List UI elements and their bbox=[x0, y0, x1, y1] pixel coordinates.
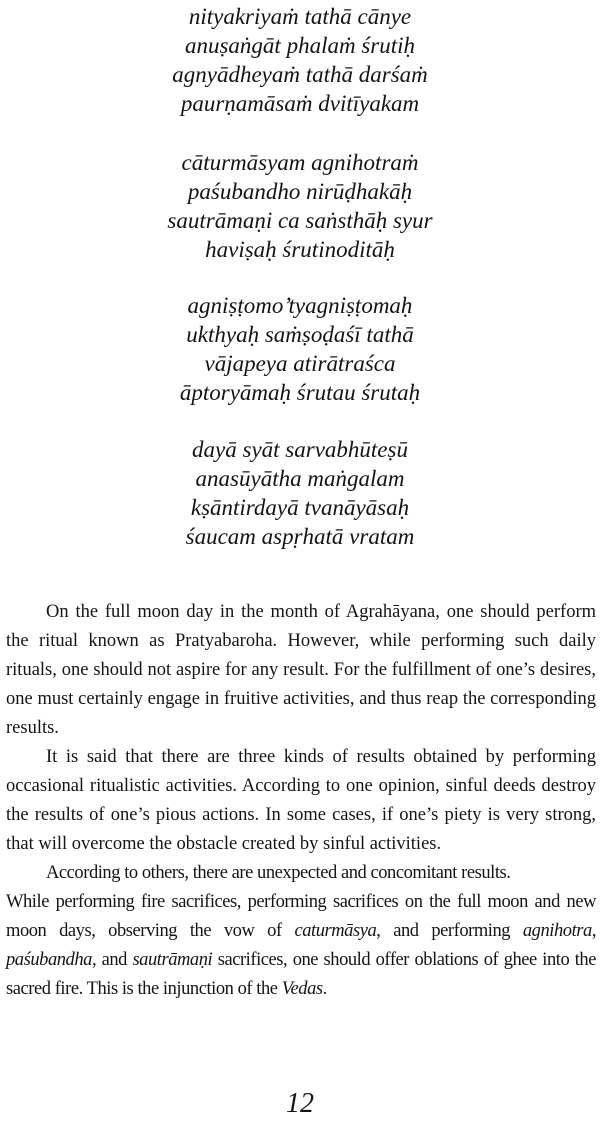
paragraph: On the full moon day in the month of Agrahāyana, one should perform the ritual known as Pratyabaroha. However, while performing such daily rituals, one should not aspire for any result. For the fulfillment of one’s desires, one must certainly engage in fruitive activities, and thus reap the corresponding results. bbox=[6, 602, 596, 738]
verse-line: nityakriyaṁ tathā cānye bbox=[188, 4, 412, 29]
text-run: sacrifices, one should offer oblations of ghee into the sacred fire. This is the injunction of the bbox=[6, 950, 596, 999]
italic-term: caturmāsya bbox=[294, 921, 377, 941]
verse-stanza bbox=[0, 435, 600, 551]
page-number: 12 bbox=[286, 1088, 314, 1119]
paragraph bbox=[6, 888, 596, 1004]
commentary-text bbox=[6, 598, 596, 1004]
paragraph: According to others, there are unexpected and concomitant results. bbox=[46, 863, 511, 883]
verse-line: āptoryāmaḥ śrutau śrutaḥ bbox=[179, 380, 421, 405]
verse-line: dayā syāt sarvabhūteṣū bbox=[192, 437, 408, 462]
verse-line: haviṣaḥ śrutinoditāḥ bbox=[205, 237, 395, 262]
text-run: , bbox=[591, 921, 596, 941]
verse-line: kṣāntirdayā tvanāyāsaḥ bbox=[190, 495, 410, 520]
text-run: , and performing bbox=[376, 921, 523, 941]
verse-line: agnyādheyaṁ tathā darśaṁ bbox=[172, 62, 428, 87]
verse-stanza bbox=[0, 2, 600, 118]
verse-line: vājapeya atirātraśca bbox=[204, 351, 396, 376]
verse-line: śaucam aspṛhatā vratam bbox=[185, 524, 415, 549]
verse-line: paśubandho nirūḍhakāḥ bbox=[187, 179, 413, 204]
verse-line: paurṇamāsaṁ dvitīyakam bbox=[180, 91, 420, 116]
verse-stanza bbox=[0, 148, 600, 264]
italic-term: agnihotra bbox=[522, 921, 592, 941]
paragraph: It is said that there are three kinds of results obtained by performing occasional ritualistic activities. According to one opinion, sinful deeds destroy the results of one’s pious actions. In some cases, if one’s piety is very strong, that will overcome the obstacle created by sinful activities. bbox=[6, 747, 596, 854]
verse-line: anuṣaṅgāt phalaṁ śrutiḥ bbox=[184, 33, 416, 58]
verse-line: agniṣṭomo’tyagniṣṭomaḥ bbox=[187, 293, 413, 318]
text-run: While performing fire sacrifices, performing sacrifices on the full moon and new moon days, observing the vow of bbox=[6, 892, 596, 941]
verse-line: ukthyaḥ saṁṣoḍaśī tathā bbox=[186, 322, 414, 347]
verse-line: anasūyātha maṅgalam bbox=[195, 466, 405, 491]
verse-stanza bbox=[0, 291, 600, 407]
italic-term: paśubandha bbox=[6, 950, 92, 970]
italic-term: Vedas bbox=[281, 979, 323, 999]
italic-term: sautrāmaṇi bbox=[132, 950, 213, 970]
verse-line: sautrāmaṇi ca saṅsthāḥ syur bbox=[167, 208, 433, 233]
verse-line: cāturmāsyam agnihotraṁ bbox=[181, 150, 419, 175]
text-run: . bbox=[322, 979, 327, 999]
text-run: , and bbox=[91, 950, 133, 970]
